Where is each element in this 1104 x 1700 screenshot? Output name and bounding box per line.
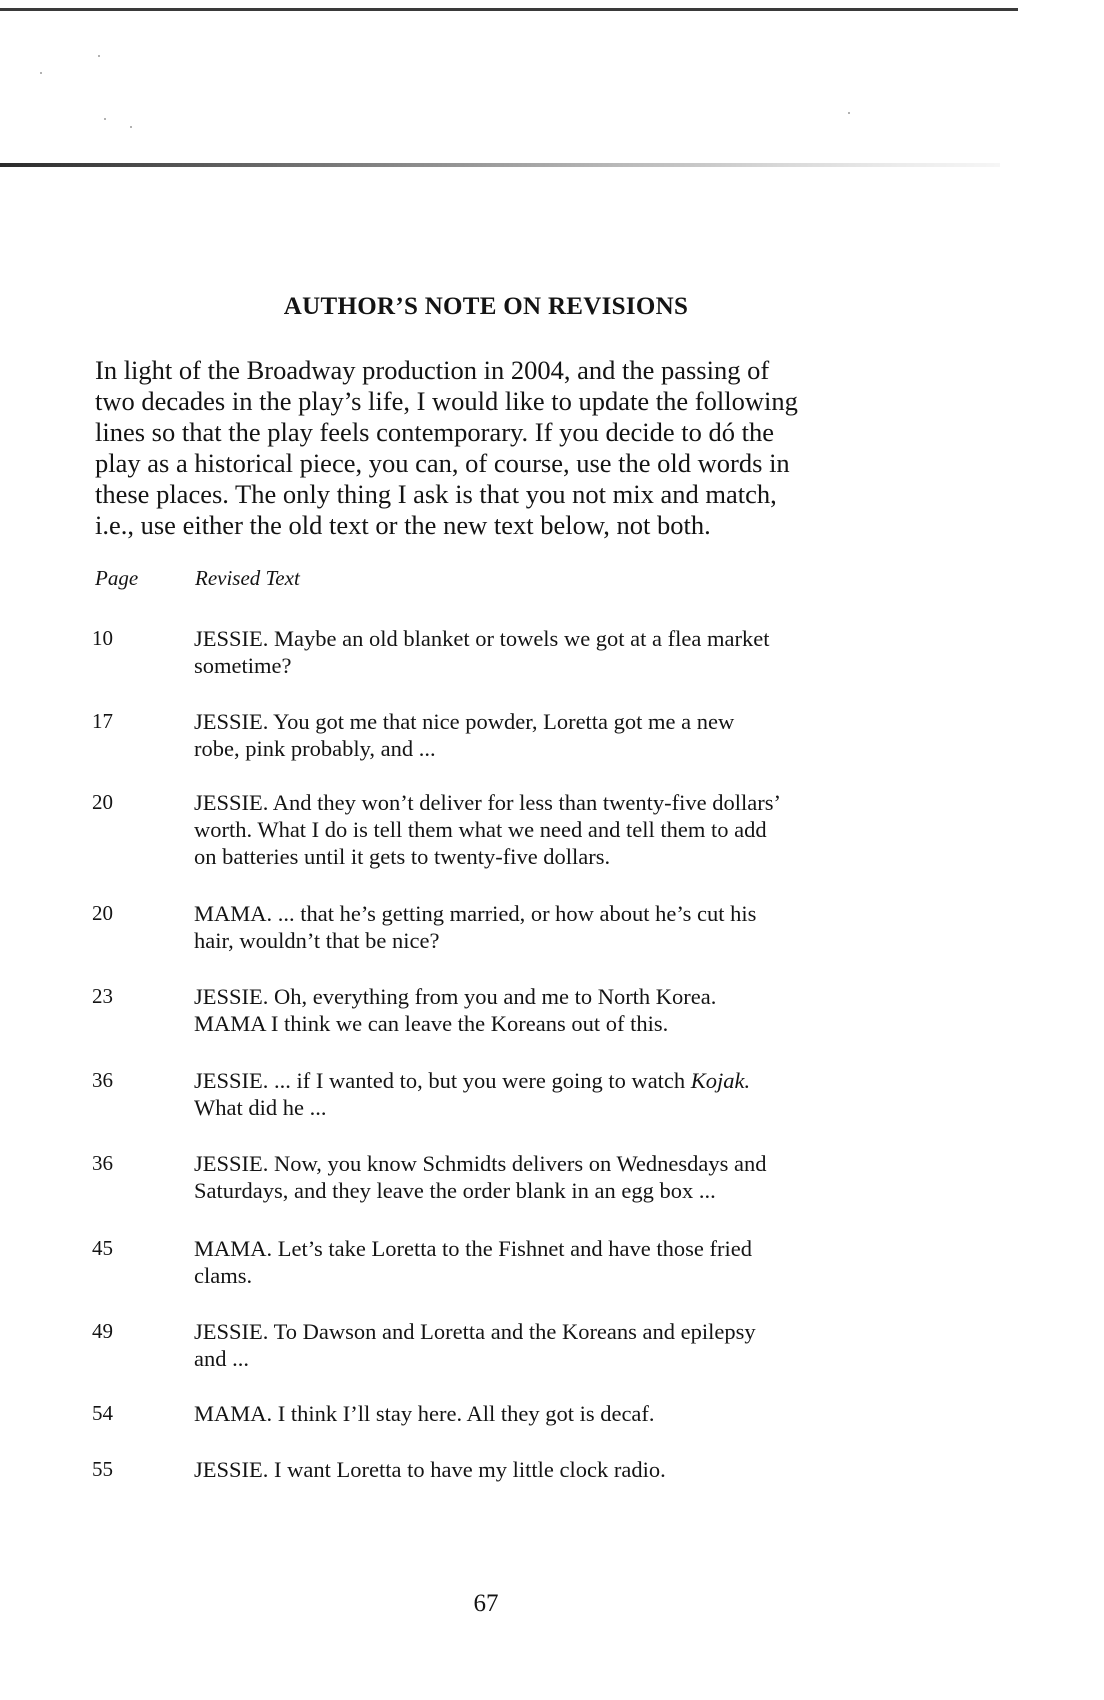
scan-speck bbox=[104, 118, 106, 120]
entry-revised-text: MAMA. ... that he’s getting married, or how about he’s cut his hair, wouldn’t that be nice? bbox=[194, 901, 757, 953]
entry-page-number: 49 bbox=[92, 1319, 113, 1343]
intro-paragraph: In light of the Broadway production in 2004, and the passing of two decades in the play’s life, I would like to update the following lines so that the play feels contemporary. If you decide to dó the play as a historical piece, you can, of course, use the old words in these places. The only thing I ask is that you not mix and match, i.e., use either the old text or the new text below, not both. bbox=[95, 355, 798, 540]
scan-speck bbox=[848, 112, 850, 114]
entry-revised-text: MAMA. Let’s take Loretta to the Fishnet and have those fried clams. bbox=[194, 1236, 752, 1288]
scan-speck bbox=[98, 55, 100, 57]
header-rule bbox=[0, 163, 1000, 167]
entry-text-lead: JESSIE. ... if I wanted to, but you were going to watch bbox=[194, 1068, 691, 1093]
entry-revised-text: JESSIE. Oh, everything from you and me to North Korea. MAMA I think we can leave the Koreans out of this. bbox=[194, 984, 717, 1036]
column-header-revised-text: Revised Text bbox=[195, 566, 300, 590]
entry-revised-text: JESSIE. Now, you know Schmidts delivers on Wednesdays and Saturdays, and they leave the order blank in an egg box ... bbox=[194, 1151, 767, 1203]
scan-speck bbox=[130, 126, 132, 128]
entry-revised-text: JESSIE. Maybe an old blanket or towels we got at a flea market sometime? bbox=[194, 626, 770, 678]
show-title: Kojak. bbox=[690, 1068, 751, 1093]
scan-speck bbox=[40, 72, 42, 74]
column-header-page: Page bbox=[95, 566, 139, 590]
entry-revised-text: JESSIE. And they won’t deliver for less than twenty-five dollars’ worth. What I do is tell them what we need and tell them to add on batteries until it gets to twenty-five dollars. bbox=[194, 790, 781, 869]
entry-revised-text bbox=[194, 1067, 884, 1121]
entry-page-number: 45 bbox=[92, 1236, 113, 1260]
entry-page-number: 36 bbox=[92, 1068, 113, 1092]
entry-page-number: 54 bbox=[92, 1401, 113, 1425]
entry-page-number: 23 bbox=[92, 984, 113, 1008]
entry-page-number: 20 bbox=[92, 790, 113, 814]
entry-text-tail: What did he ... bbox=[194, 1095, 327, 1120]
entry-revised-text: JESSIE. You got me that nice powder, Loretta got me a new robe, pink probably, and ... bbox=[194, 709, 735, 761]
entry-revised-text: JESSIE. I want Loretta to have my little clock radio. bbox=[194, 1457, 666, 1482]
page-number: 67 bbox=[473, 1590, 499, 1617]
entry-page-number: 10 bbox=[92, 626, 113, 650]
page-title: AUTHOR’S NOTE ON REVISIONS bbox=[283, 293, 689, 320]
top-rule bbox=[0, 8, 1018, 11]
entry-revised-text: MAMA. I think I’ll stay here. All they got is decaf. bbox=[194, 1401, 655, 1426]
entry-page-number: 17 bbox=[92, 709, 113, 733]
entry-page-number: 55 bbox=[92, 1457, 113, 1481]
entry-page-number: 36 bbox=[92, 1151, 113, 1175]
entry-revised-text: JESSIE. To Dawson and Loretta and the Koreans and epilepsy and ... bbox=[194, 1319, 756, 1371]
entry-page-number: 20 bbox=[92, 901, 113, 925]
